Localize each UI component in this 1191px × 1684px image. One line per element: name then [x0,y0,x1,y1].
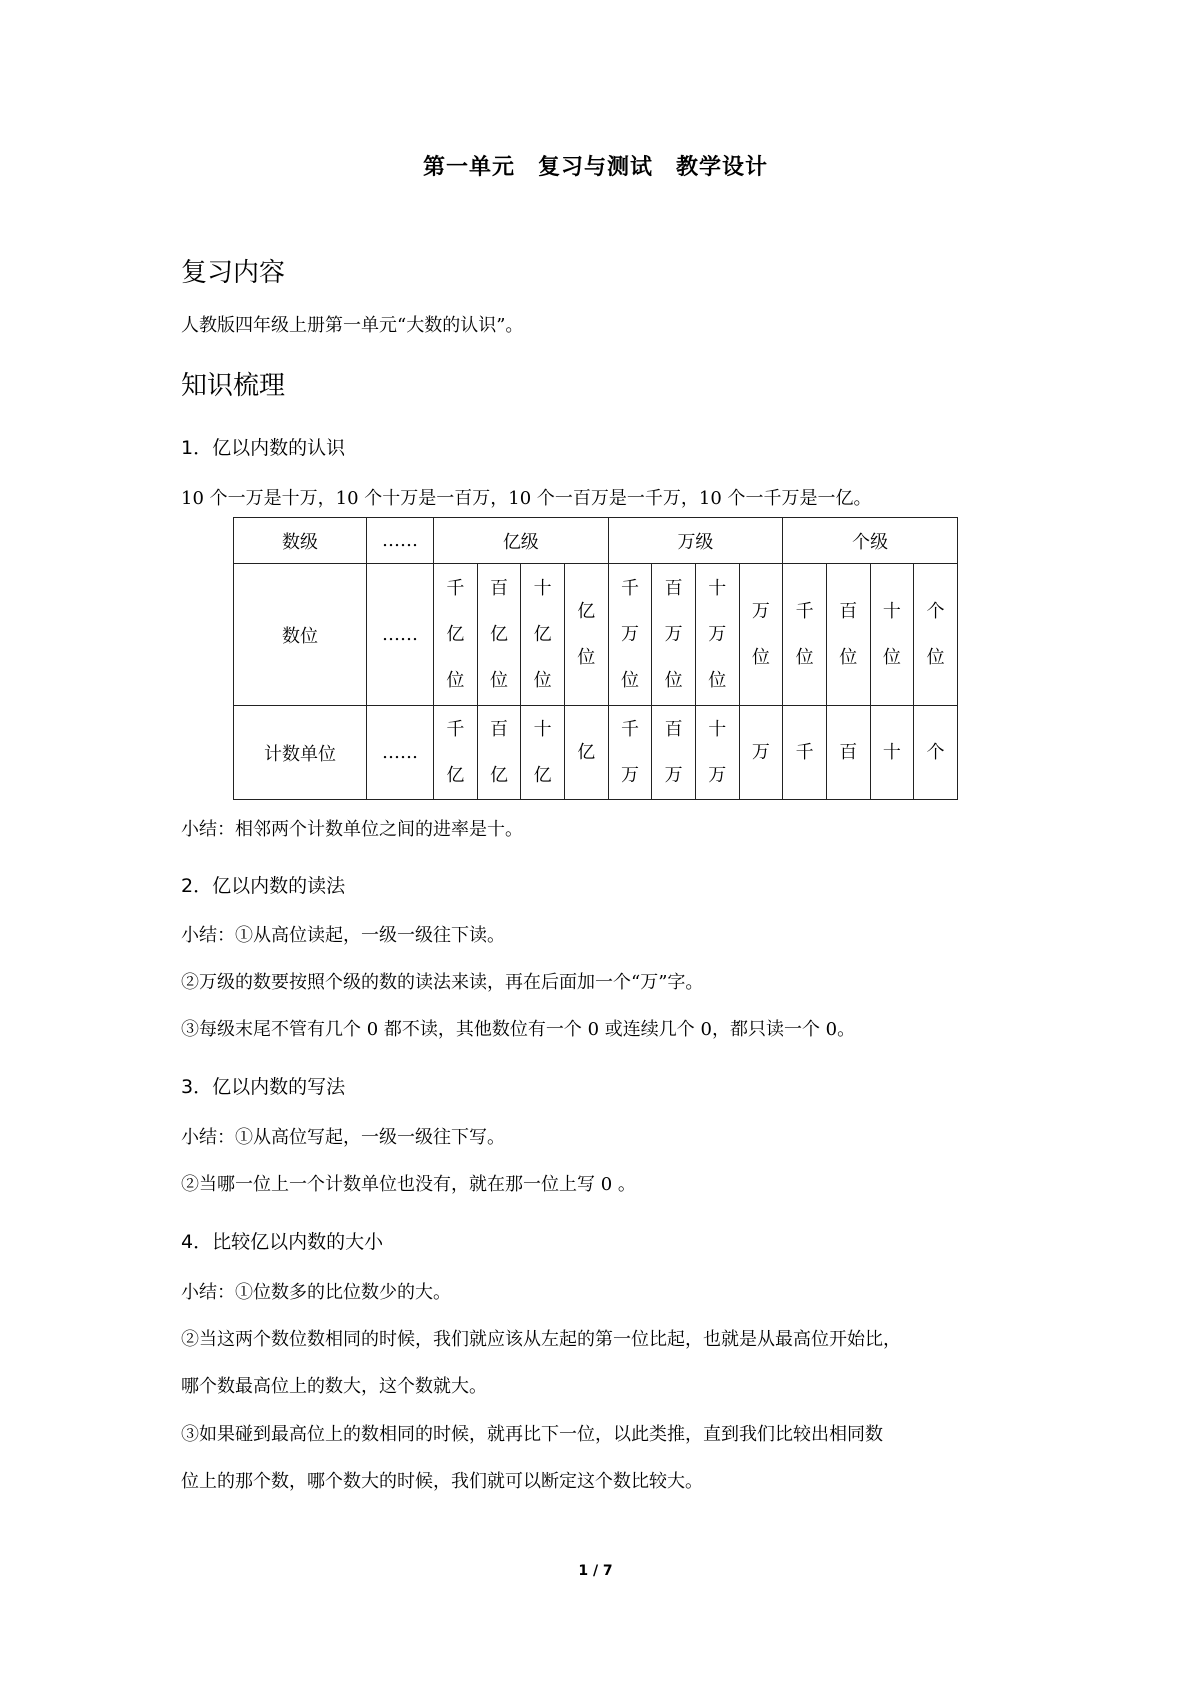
unit-cell-char: 万 [620,764,639,786]
unit-cell-char: 百 [489,718,508,740]
digit-cell-char: 亿 [446,623,465,645]
digit-cell-char: 万 [620,623,639,645]
item1-heading: 1．亿以内数的认识 [181,437,346,459]
unit-cell-char: 万 [664,764,683,786]
unit-cell-char: 百 [664,718,683,740]
item4-line-5: 位上的那个数，哪个数大的时候，我们就可以断定这个数比较大。 [181,1471,703,1492]
row-header-level: 数级 [234,518,367,564]
digit-cell-char: 位 [795,646,814,668]
unit-cell [564,706,608,800]
section-heading-review-content: 复习内容 [181,258,286,288]
digit-cell-char: 位 [533,669,552,691]
unit-cell [826,706,870,800]
digit-cell [652,564,696,706]
digit-cell-char: 亿 [489,623,508,645]
item4-heading: 4．比较亿以内数的大小 [181,1231,384,1253]
digit-cell-char: 百 [839,600,858,622]
level-ge: 个级 [783,518,958,564]
digit-cell [434,564,478,706]
item1-intro: 10 个一万是十万，10 个十万是一百万，10 个一百万是一千万，10 个一千万是一亿。 [181,488,872,509]
unit-cell-char: 亿 [533,764,552,786]
digit-cell-char: 万 [708,623,727,645]
digit-cell-char: 亿 [533,623,552,645]
unit-cell-char: 万 [708,764,727,786]
digit-cell [826,564,870,706]
unit-cell-char: 十 [533,718,552,740]
unit-cell-char: 十 [708,718,727,740]
unit-cell-char: 千 [446,718,465,740]
document-title: 第一单元 复习与测试 教学设计 [422,155,768,180]
digit-cell-char: 万 [751,600,770,622]
digit-cell [477,564,521,706]
digit-cell-char: 千 [446,577,465,599]
digit-cell-char: 亿 [577,600,596,622]
unit-cell [521,706,565,800]
digit-cell-char: 十 [533,577,552,599]
unit-cell-char: 千 [795,741,814,763]
unit-cell [434,706,478,800]
row-header-unit: 计数单位 [234,706,367,800]
digit-cell-char: 个 [926,600,945,622]
unit-cell-char: 百 [839,741,858,763]
unit-cell [652,706,696,800]
item4-line-2: ②当这两个数位数相同的时候，我们就应该从左起的第一位比起，也就是从最高位开始比， [181,1329,901,1350]
item4-line-1: 小结：①位数多的比位数少的大。 [181,1282,451,1303]
page-number: 1 / 7 [578,1563,613,1579]
unit-cell [739,706,783,800]
digit-cell-char: 千 [795,600,814,622]
digit-cell [564,564,608,706]
digit-cell [521,564,565,706]
unit-cell-char: 万 [751,741,770,763]
unit-cell-char: 十 [882,741,901,763]
unit-cell [608,706,652,800]
place-value-table [233,517,958,800]
digit-cell-char: 位 [620,669,639,691]
unit-cell [870,706,914,800]
digit-cell-char: 位 [926,646,945,668]
digit-cell-char: 位 [664,669,683,691]
unit-cell-char: 亿 [489,764,508,786]
unit-cell [695,706,739,800]
ellipsis-cell: …… [367,518,434,564]
digit-cell [695,564,739,706]
item2-line-2: ②万级的数要按照个级的数的读法来读，再在后面加一个“万”字。 [181,972,704,993]
digit-cell-char: 位 [708,669,727,691]
unit-cell-char: 千 [620,718,639,740]
digit-cell [914,564,958,706]
digit-cell-char: 位 [751,646,770,668]
review-content-text: 人教版四年级上册第一单元“大数的认识”。 [181,315,524,336]
level-wan: 万级 [608,518,783,564]
unit-cell-char: 个 [926,741,945,763]
unit-cell [783,706,827,800]
digit-cell-char: 位 [577,646,596,668]
item1-summary: 小结：相邻两个计数单位之间的进率是十。 [181,819,523,840]
digit-cell-char: 位 [489,669,508,691]
item4-line-3: 哪个数最高位上的数大，这个数就大。 [181,1376,487,1397]
section-heading-knowledge: 知识梳理 [181,371,286,401]
digit-cell [870,564,914,706]
item3-line-2: ②当哪一位上一个计数单位也没有，就在那一位上写 0 。 [181,1174,636,1195]
digit-cell-char: 位 [839,646,858,668]
row-header-digit: 数位 [234,564,367,706]
digit-cell-char: 百 [489,577,508,599]
digit-cell-char: 位 [882,646,901,668]
item4-line-4: ③如果碰到最高位上的数相同的时候，就再比下一位，以此类推，直到我们比较出相同数 [181,1424,883,1445]
unit-cell-char: 亿 [446,764,465,786]
digit-cell [739,564,783,706]
digit-cell-char: 百 [664,577,683,599]
digit-cell [608,564,652,706]
digit-cell-char: 万 [664,623,683,645]
item2-line-3: ③每级末尾不管有几个 0 都不读，其他数位有一个 0 或连续几个 0，都只读一个 0。 [181,1019,856,1040]
level-yi: 亿级 [434,518,609,564]
digit-cell-char: 位 [446,669,465,691]
item2-line-1: 小结：①从高位读起，一级一级往下读。 [181,925,505,946]
ellipsis-cell: …… [367,706,434,800]
digit-cell-char: 十 [882,600,901,622]
ellipsis-cell: …… [367,564,434,706]
item2-heading: 2．亿以内数的读法 [181,875,346,897]
digit-cell-char: 千 [620,577,639,599]
unit-cell [477,706,521,800]
unit-cell [914,706,958,800]
digit-cell-char: 十 [708,577,727,599]
item3-line-1: 小结：①从高位写起，一级一级往下写。 [181,1127,505,1148]
digit-cell [783,564,827,706]
item3-heading: 3．亿以内数的写法 [181,1076,346,1098]
unit-cell-char: 亿 [577,741,596,763]
